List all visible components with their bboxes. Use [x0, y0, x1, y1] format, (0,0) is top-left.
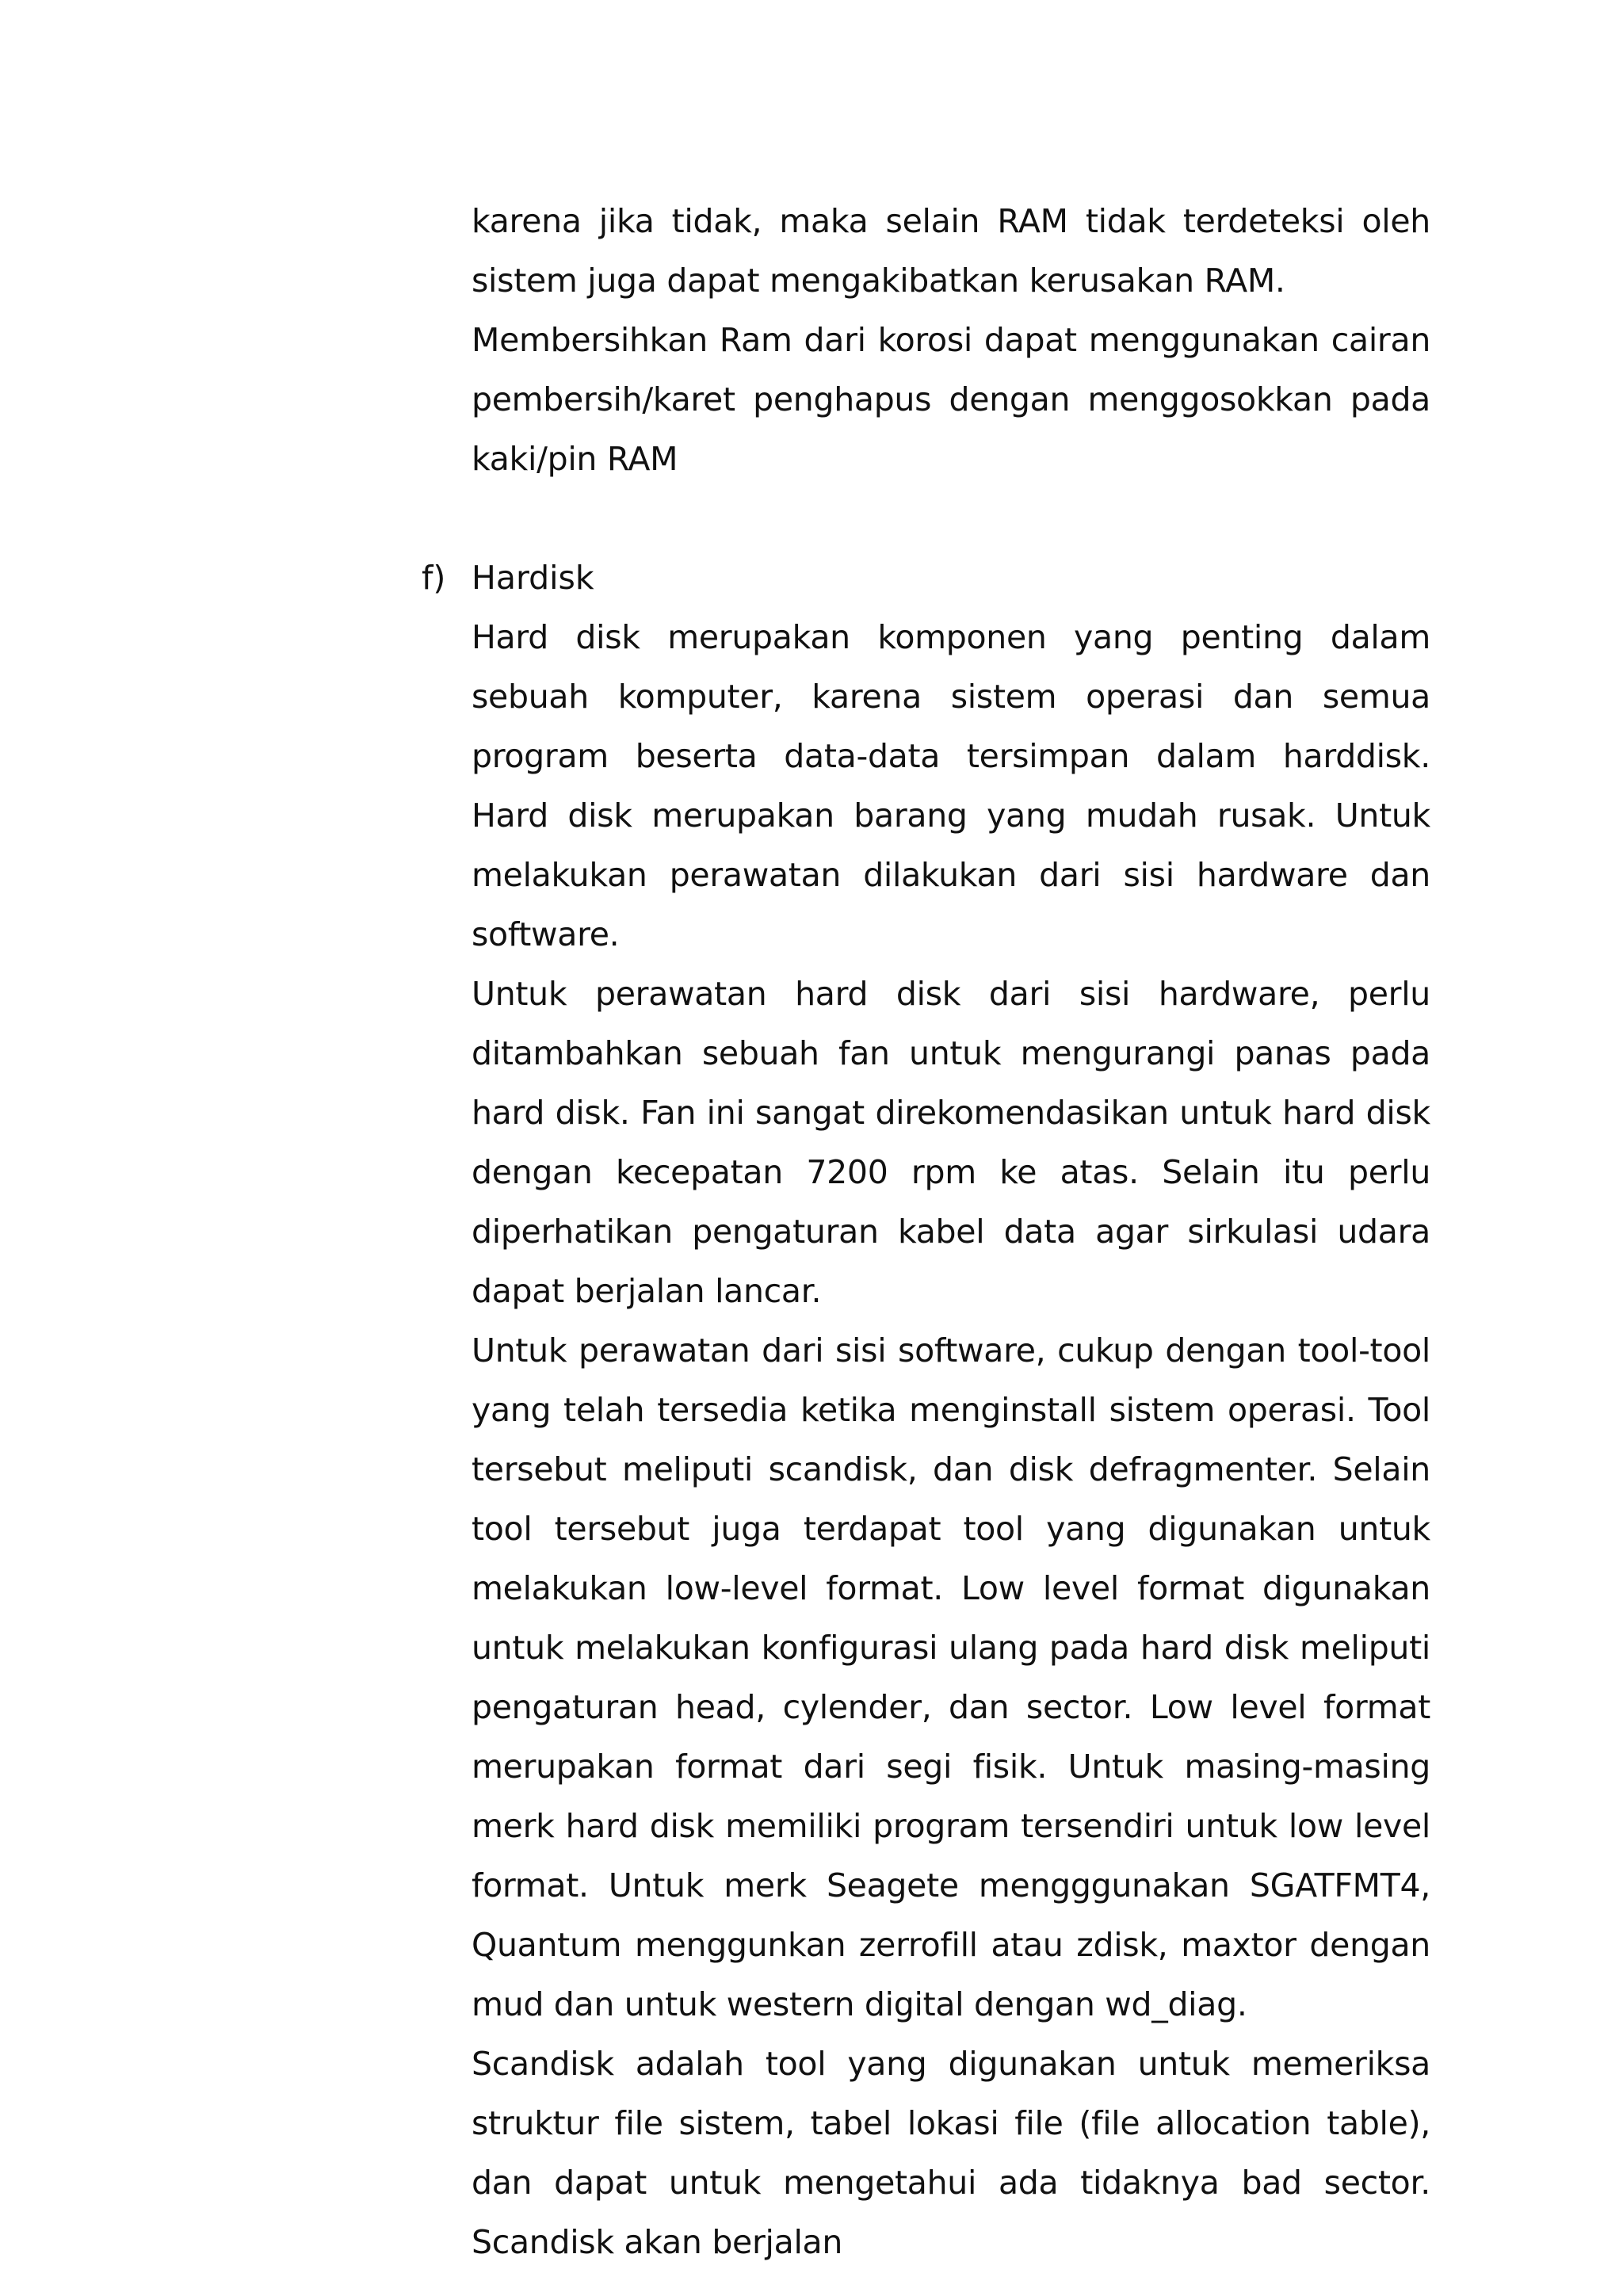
page-content: [422, 192, 1430, 2272]
section-heading: [422, 548, 1430, 608]
section-paragraph-1: Hard disk merupakan komponen yang penting dalam sebuah komputer, karena sistem operasi dan semua program beserta data-data tersimpan dalam harddisk. Hard disk merupakan barang yang mudah rusak. Untuk melakukan perawatan dilakukan dari sisi hardware dan software.: [472, 618, 1430, 953]
section-spacer: [472, 489, 1430, 548]
section-paragraph-2: Untuk perawatan hard disk dari sisi hardware, perlu ditambahkan sebuah fan untuk mengurangi panas pada hard disk. Fan ini sangat direkomendasikan untuk hard disk dengan kecepatan 7200 rpm ke atas. Selain itu perlu diperhatikan pengaturan kabel data agar sirkulasi udara dapat berjalan lancar.: [472, 975, 1430, 1310]
intro-paragraph-1: karena jika tidak, maka selain RAM tidak terdeteksi oleh sistem juga dapat mengakibatkan kerusakan RAM.: [472, 202, 1430, 300]
section-paragraph-3: Untuk perawatan dari sisi software, cukup dengan tool-tool yang telah tersedia ketika menginstall sistem operasi. Tool tersebut meliputi scandisk, dan disk defragmenter. Selain tool tersebut juga terdapat tool yang digunakan untuk melakukan low-level format. Low level format digunakan untuk melakukan konfigurasi ulang pada hard disk meliputi pengaturan head, cylender, dan sector. Low level format merupakan format dari segi fisik. Untuk masing-masing merk hard disk memiliki program tersendiri untuk low level format. Untuk merk Seagete mengggunakan SGATFMT4, Quantum menggunkan zerrofill atau zdisk, maxtor dengan mud dan untuk western digital dengan wd_diag.: [472, 1331, 1430, 2023]
section-marker: f): [422, 559, 446, 597]
section-title: Hardisk: [472, 559, 594, 597]
intro-paragraph-2: Membersihkan Ram dari korosi dapat menggunakan cairan pembersih/karet penghapus dengan menggosokkan pada kaki/pin RAM: [472, 321, 1430, 478]
section-paragraph-4: Scandisk adalah tool yang digunakan untuk memeriksa struktur file sistem, tabel lokasi file (file allocation table), dan dapat untuk mengetahui ada tidaknya bad sector. Scandisk akan berjalan: [472, 2045, 1430, 2261]
